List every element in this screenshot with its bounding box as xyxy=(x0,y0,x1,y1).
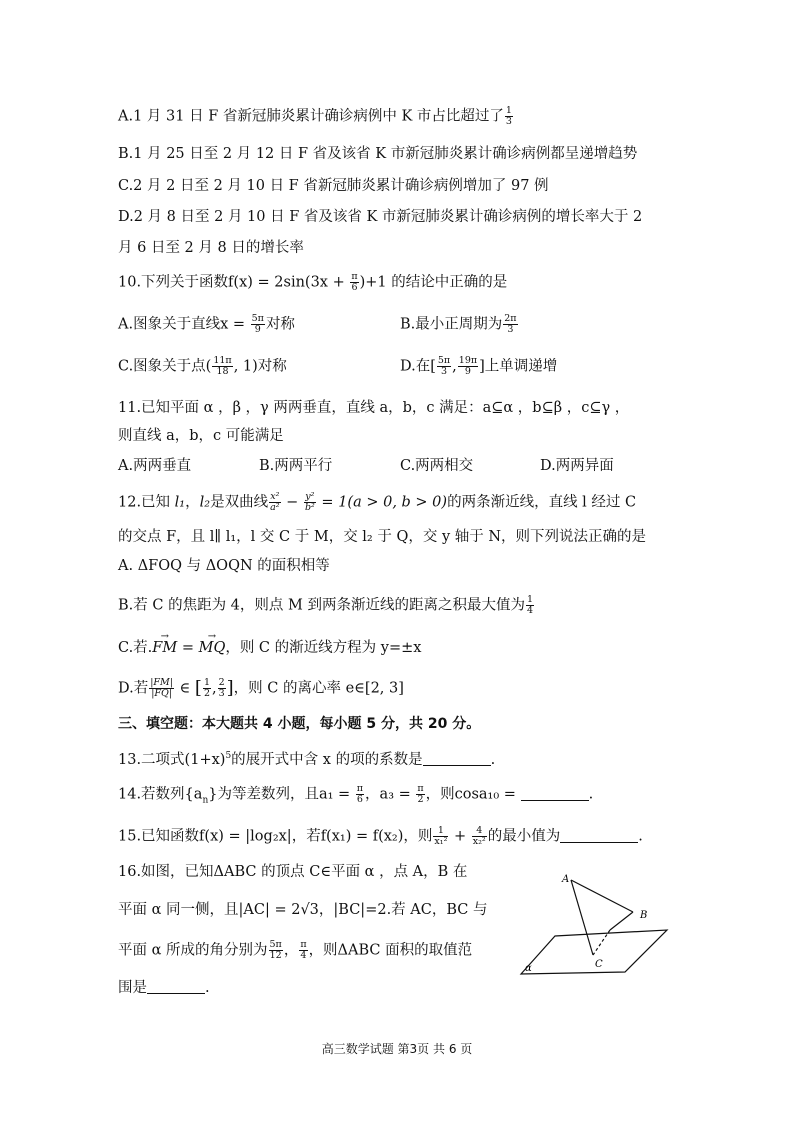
vector-mq: → MQ xyxy=(199,638,226,658)
q10-c-pre: C.图象关于点( xyxy=(118,358,212,375)
fraction-denominator: 4 xyxy=(300,950,307,961)
q12-stem-line1 xyxy=(118,492,636,513)
q14-mid2: ，a₃ = xyxy=(365,786,416,803)
q12-d-fraction xyxy=(149,678,174,699)
fraction-denominator: 9 xyxy=(254,324,261,335)
fraction-numerator: 1 xyxy=(526,594,534,605)
q16-line1: 16.如图，已知ΔABC 的顶点 C∈平面 α ，点 A，B 在 xyxy=(118,864,468,880)
q12-c-equals: = xyxy=(177,640,199,656)
q10-d-fraction-1 xyxy=(437,356,451,377)
q12-minus: − xyxy=(281,494,303,511)
q12-d-in: ∈ xyxy=(174,680,195,697)
fraction-denominator: a² xyxy=(270,502,280,513)
q9-option-a-text: A.1 月 31 日 F 省新冠肺炎累计确诊病例中 K 市占比超过了 xyxy=(118,108,504,125)
q15-post: 的最小值为 xyxy=(487,828,561,845)
answer-blank xyxy=(423,751,491,766)
page-footer: 高三数学试题 第3页 共 6 页 xyxy=(321,1042,473,1056)
q10-stem-post: )+1 的结论中正确的是 xyxy=(359,274,508,291)
fraction-denominator: 3 xyxy=(441,366,448,377)
q12-option-c xyxy=(118,638,421,658)
q12-d-pre: D.若 xyxy=(118,680,149,697)
q12-stem-line2: 的交点 F，且 l∥ l₁，l 交 C 于 M，交 l₂ 于 Q，交 y 轴于 N，则下列说法正确的是 xyxy=(118,529,647,545)
fraction-numerator: π xyxy=(356,783,364,794)
answer-blank xyxy=(560,828,638,843)
q12-hyperbola-condition: = 1(a > 0, b > 0) xyxy=(316,494,448,511)
fraction-denominator: 3 xyxy=(505,116,512,127)
q15-pre: 15.已知函数f(x) = |log₂x|，若f(x₁) = f(x₂)，则 xyxy=(118,828,433,845)
q15-fraction-1 xyxy=(433,826,448,847)
fraction-numerator: 1 xyxy=(505,105,512,116)
q12-pre: 12.已知 xyxy=(118,494,175,511)
q13-post: 的展开式中含 x 的项的系数是 xyxy=(231,751,423,768)
q11-option-b: B.两两平行 xyxy=(259,458,333,474)
q12-l1-symbol: l₁ xyxy=(174,494,186,511)
q12-hyperbola-fraction-2 xyxy=(304,492,316,513)
q10-a-post: 对称 xyxy=(265,316,295,333)
q10-option-c xyxy=(118,356,287,377)
fraction-numerator: 2 xyxy=(218,677,225,688)
q14-subscript: n xyxy=(202,795,209,806)
q9-option-a-fraction xyxy=(505,106,513,127)
q9-option-a xyxy=(118,106,514,127)
q12-stem-end: 的两条渐近线，直线 l 经过 C xyxy=(447,494,637,511)
fraction-numerator: 4 xyxy=(472,826,487,837)
q12-d-interval-high xyxy=(218,678,226,699)
q16-line3-post: ，则ΔABC 面积的取值范 xyxy=(308,942,473,959)
fraction-numerator: 5π xyxy=(269,939,282,950)
q16-line4-text: 围是 xyxy=(118,980,147,996)
segment-ac xyxy=(571,880,593,955)
plane-alpha xyxy=(521,930,667,974)
fraction-denominator: 2 xyxy=(203,688,210,699)
q14-mid3: ，则cosa₁₀ = xyxy=(425,786,521,803)
fraction-denominator: 18 xyxy=(216,366,229,377)
label-b: B xyxy=(640,910,648,921)
q9-option-d-line2: 月 6 日至 2 月 8 日的增长率 xyxy=(118,240,304,256)
q13-pre: 13.二项式(1+x) xyxy=(118,751,226,768)
q14-mid: }为等差数列，且a₁ = xyxy=(208,786,355,803)
q10-stem xyxy=(118,272,507,293)
q12-d-comma: , xyxy=(211,680,217,697)
q12-option-d xyxy=(118,678,404,699)
fraction-denominator: b² xyxy=(304,502,315,513)
fraction-numerator: 5π xyxy=(251,313,264,324)
q10-a-fraction xyxy=(251,314,265,335)
q12-mid: 是双曲线 xyxy=(210,494,269,511)
q12-d-interval-low xyxy=(203,678,211,699)
segment-ab xyxy=(571,880,633,912)
fraction-numerator: 19π xyxy=(458,355,478,366)
q12-d-post: ，则 C 的离心率 e∈[2, 3] xyxy=(233,680,404,697)
q13-exponent: 5 xyxy=(225,751,232,761)
q11-option-d: D.两两异面 xyxy=(540,458,614,474)
q10-d-pre: D.在[ xyxy=(400,358,436,375)
fraction-denominator: 4 xyxy=(526,605,534,616)
label-alpha: α xyxy=(525,963,532,974)
q12-sep: ， xyxy=(185,494,200,511)
q12-c-post: ，则 C 的渐近线方程为 y=±x xyxy=(225,640,422,656)
fraction-denominator: 9 xyxy=(464,366,471,377)
q10-c-fraction xyxy=(212,356,232,377)
fraction-numerator: 1 xyxy=(203,677,210,688)
q9-option-d-line1: D.2 月 8 日至 2 月 10 日 F 省及该省 K 市新冠肺炎累计确诊病例的增长率大于 2 xyxy=(118,209,643,225)
q10-c-post: , 1)对称 xyxy=(233,358,287,375)
q10-d-mid: , xyxy=(452,358,457,375)
fraction-denominator: 2 xyxy=(417,794,424,805)
fraction-numerator: 2π xyxy=(504,313,517,324)
q9-option-c: C.2 月 2 日至 2 月 10 日 F 省新冠肺炎累计确诊病例增加了 97 例 xyxy=(118,178,549,194)
segment-bc-upper xyxy=(610,912,633,930)
q10-d-fraction-2 xyxy=(458,356,478,377)
q12-option-b xyxy=(118,595,535,616)
q16-line2: 平面 α 同一侧，且|AC| = 2√3，|BC|=2.若 AC，BC 与 xyxy=(118,902,488,918)
answer-blank xyxy=(147,979,205,994)
q12-b-fraction xyxy=(526,595,534,616)
q12-c-pre: C.若. xyxy=(118,640,153,656)
q16-comma: ， xyxy=(283,942,299,959)
q16-fraction-2 xyxy=(299,940,307,961)
q9-option-b: B.1 月 25 日至 2 月 12 日 F 省及该省 K 市新冠肺炎累计确诊病例都呈递增趋势 xyxy=(118,146,638,162)
fraction-denominator: 12 xyxy=(269,950,282,961)
q13-end: . xyxy=(490,751,496,768)
q11-stem-line1: 11.已知平面 α ，β ，γ 两两垂直，直线 a，b，c 满足：a⊆α ，b⊆β ，c⊆γ ， xyxy=(118,400,630,416)
q16-line3-pre: 平面 α 所成的角分别为 xyxy=(118,942,268,959)
q14-pre: 14.若数列{a xyxy=(118,786,203,803)
q12-hyperbola-fraction-1 xyxy=(269,492,280,513)
q10-d-post: ]上单调递增 xyxy=(479,358,558,375)
label-c: C xyxy=(595,959,603,970)
fraction-numerator: π xyxy=(351,271,358,282)
q14-end: . xyxy=(588,786,594,803)
q11-stem-line2: 则直线 a，b，c 可能满足 xyxy=(118,428,284,444)
q15 xyxy=(118,826,643,847)
fraction-numerator: y² xyxy=(305,491,315,502)
q10-option-d xyxy=(400,356,557,377)
fraction-denominator: 6 xyxy=(351,282,358,293)
fraction-denominator: 3 xyxy=(218,688,225,699)
fraction-denominator: x₁² xyxy=(434,836,448,847)
q16-fraction-1 xyxy=(269,940,283,961)
fraction-denominator: 6 xyxy=(356,794,363,805)
q15-end: . xyxy=(638,828,643,845)
q14-fraction-1 xyxy=(356,784,364,805)
section-3-heading: 三、填空题：本大题共 4 小题，每小题 5 分，共 20 分。 xyxy=(118,716,481,732)
q10-stem-fraction xyxy=(350,272,358,293)
q11-option-c: C.两两相交 xyxy=(400,458,474,474)
fraction-denominator: x₂² xyxy=(472,836,486,847)
q12-option-a: A. ΔFOQ 与 ΔOQN 的面积相等 xyxy=(118,558,330,574)
q10-b-pre: B.最小正周期为 xyxy=(400,316,503,333)
triangle-plane-figure xyxy=(515,868,675,980)
fraction-denominator: |FQ| xyxy=(151,688,172,699)
fraction-numerator: 1 xyxy=(433,826,448,837)
right-bracket: ] xyxy=(226,677,234,699)
fraction-numerator: |FM| xyxy=(150,677,173,688)
q14 xyxy=(118,784,593,810)
q12-l2-symbol: l₂ xyxy=(199,494,211,511)
q10-option-b xyxy=(400,314,519,335)
q10-a-pre: A.图象关于直线x = xyxy=(118,316,250,333)
label-a: A xyxy=(562,874,570,885)
q16-line3 xyxy=(118,940,472,961)
q13 xyxy=(118,746,495,770)
vector-fm: → FM xyxy=(152,638,177,658)
q16-end: . xyxy=(205,980,210,996)
answer-blank xyxy=(521,786,589,801)
q10-option-a xyxy=(118,314,295,335)
q11-option-a: A.两两垂直 xyxy=(118,458,192,474)
fraction-numerator: x² xyxy=(270,491,280,502)
q15-plus: + xyxy=(449,828,471,845)
q15-fraction-2 xyxy=(472,826,487,847)
q10-stem-pre: 10.下列关于函数f(x) = 2sin(3x + xyxy=(118,274,350,291)
q14-fraction-2 xyxy=(416,784,424,805)
fraction-numerator: 5π xyxy=(437,355,451,366)
q10-b-fraction xyxy=(503,314,517,335)
q12-b-pre: B.若 C 的焦距为 4，则点 M 到两条渐近线的距离之积最大值为 xyxy=(118,597,525,614)
fraction-numerator: π xyxy=(300,939,307,950)
fraction-denominator: 3 xyxy=(507,324,514,335)
fraction-numerator: 11π xyxy=(213,355,232,366)
q16-line4 xyxy=(118,978,210,998)
fraction-numerator: π xyxy=(417,783,424,794)
left-bracket: [ xyxy=(194,677,202,699)
